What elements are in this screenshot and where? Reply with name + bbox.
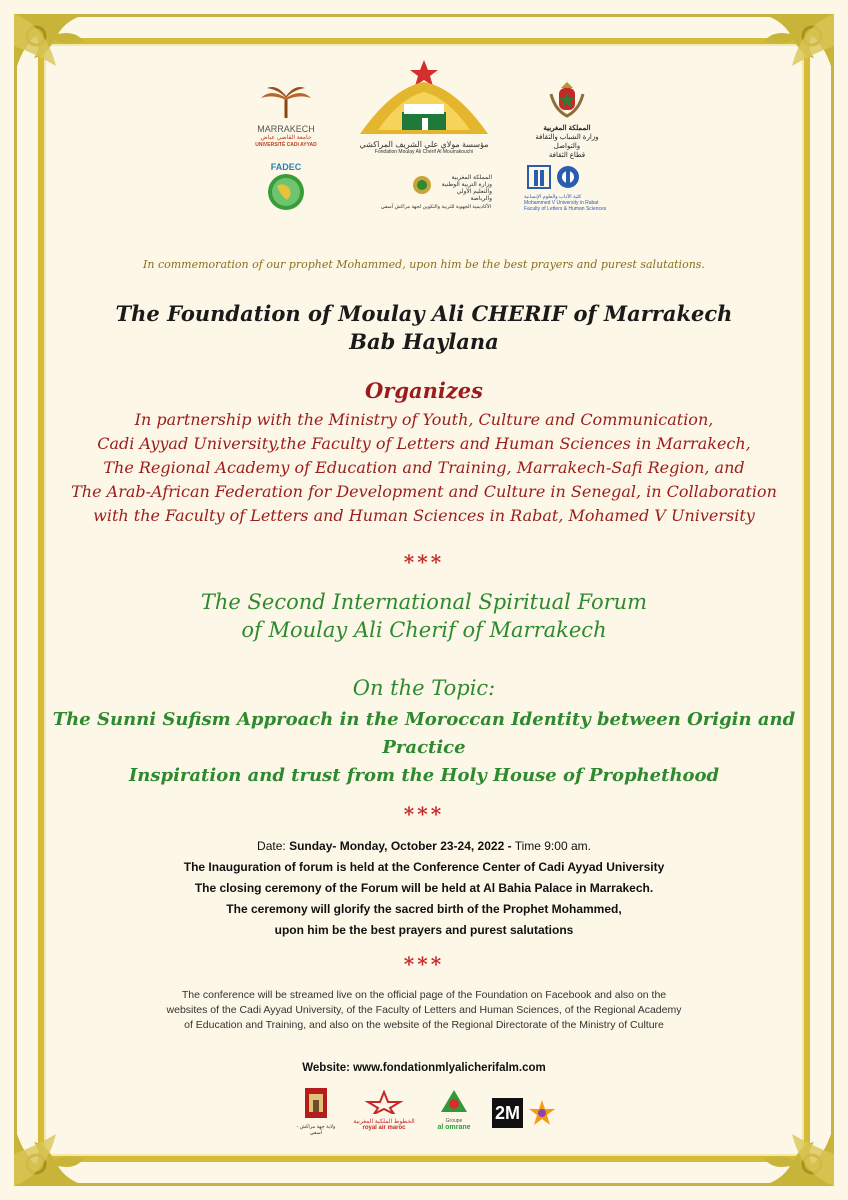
palm-icon [257, 84, 315, 120]
stream-line: The conference will be streamed live on the official page of the Foundation on Facebook and also on the [181, 989, 667, 1001]
logo-al-omrane [432, 1088, 476, 1131]
ceremony-line: The ceremony will glorify the sacred birth of the Prophet Mohammed, [226, 902, 622, 916]
groupe-label: Groupe [445, 1118, 463, 1124]
commemoration-text: In commemoration of our prophet Mohammed, upon him be the best prayers and purest salutations. [143, 258, 705, 271]
salutation-line: upon him be the best prayers and purest salutations [274, 923, 574, 937]
organizer-line-2: Bab Haylana [349, 329, 499, 354]
logo-rabat-faculty [524, 164, 620, 212]
organizer-title [0, 300, 848, 356]
moroccan-coat-of-arms-icon [547, 80, 587, 120]
partnership-block [0, 408, 848, 528]
separator-3: *** [403, 952, 445, 976]
event-details [0, 836, 848, 941]
wilaya-text: ولاية جهة مراكش - آسفي [296, 1124, 336, 1136]
foundation-emblem-icon [356, 58, 492, 136]
al-omrane-label: al omrane [437, 1124, 471, 1131]
academy-ar-3: والتعليم الأولي والرياضة [456, 189, 492, 202]
ornament-corner-top-left [6, 6, 116, 116]
ram-arabic: الخطوط الملكية المغربية [353, 1119, 415, 1125]
logo-text-marrakech: MARRAKECH [257, 124, 315, 134]
topic-block [0, 706, 848, 790]
academy-ar-2: وزارة التربية الوطنية [441, 182, 492, 188]
topic-line-3: Inspiration and trust from the Holy House of Prophethood [128, 765, 720, 786]
wilaya-emblem-icon [303, 1086, 329, 1120]
ram-star-icon [364, 1090, 404, 1114]
date-value: Sunday- Monday, October 23-24, 2022 - [289, 839, 512, 853]
topic-line-1: The Sunni Sufism Approach in the Moroccan Identity between Origin and [52, 709, 796, 730]
ornament-corner-top-right [732, 6, 842, 116]
logo-royal-air-maroc [352, 1090, 416, 1131]
coat-of-arms-small-icon [412, 174, 432, 196]
academy-ar-1: المملكة المغربية [451, 175, 492, 181]
academy-ar-4: الأكاديمية الجهوية للتربية والتكوين لجهة مراكش آسفي [380, 204, 492, 210]
globe-icon [263, 172, 309, 212]
partnership-line: The Regional Academy of Education and Training, Marrakech-Safi Region, and [103, 458, 745, 477]
time-value: Time 9:00 am. [514, 839, 591, 853]
rabat-ar: كلية الآداب والعلوم الإنسانية [524, 194, 582, 200]
logo-ministry [522, 80, 612, 160]
ram-english: royal air maroc [362, 1125, 406, 1131]
logo-text-arabic: جامعة القاضي عياض [260, 135, 312, 141]
logo-cadi-ayyad [248, 84, 324, 149]
2m-star-icon [528, 1099, 556, 1127]
closing-line: The closing ceremony of the Forum will be held at Al Bahia Palace in Marrakech. [194, 881, 654, 895]
partnership-line: The Arab-African Federation for Development and Culture in Senegal, in Collaboration [71, 482, 777, 501]
topic-line-2: Practice [382, 737, 466, 758]
rabat-faculty-emblem-icon [524, 164, 584, 190]
logo-text-university: UNIVERSITÉ CADI AYYAD [255, 142, 317, 148]
rabat-en-2: Faculty of Letters & Human Sciences [524, 206, 607, 212]
fadec-label: FADEC [270, 162, 302, 172]
foundation-arabic-text: مؤسسة مولاي علي الشريف المراكشي [359, 140, 489, 149]
ministry-ar-2: وزارة الشباب والثقافة والتواصل [535, 134, 599, 150]
rabat-en-1: Mohammed V University in Rabat [524, 200, 599, 206]
ministry-ar-3: قطاع الثقافة [548, 152, 586, 159]
forum-line-1: The Second International Spiritual Forum [200, 590, 648, 614]
date-line [0, 836, 848, 857]
logo-wilaya [294, 1086, 338, 1136]
logo-fadec [256, 162, 316, 216]
topic-label: On the Topic: [352, 676, 496, 700]
organizer-line-1: The Foundation of Moulay Ali CHERIF of Marrakech [115, 301, 733, 326]
stream-line: of Education and Training, and also on the website of the Regional Directorate of the Ministry of Culture [184, 1019, 664, 1031]
stream-line: websites of the Cadi Ayyad University, of the Faculty of Letters and Human Sciences, of the Regional Academy [166, 1004, 682, 1016]
separator-1: *** [403, 550, 445, 574]
forum-title [0, 588, 848, 644]
ornament-corner-bottom-left [6, 1084, 116, 1194]
2m-label: 2M [492, 1098, 523, 1128]
date-label: Date: [257, 839, 286, 853]
partnership-line: with the Faculty of Letters and Human Sciences in Rabat, Mohamed V University [93, 506, 755, 525]
website-link[interactable]: Website: www.fondationmlyalicherifalm.com [302, 1062, 546, 1074]
logo-2m [492, 1098, 558, 1132]
logo-foundation [354, 58, 494, 156]
foundation-latin-text: Fondation Moulay Ali Chérif Al Mourrakouchi [374, 149, 474, 155]
al-omrane-icon [439, 1088, 469, 1114]
ornament-corner-bottom-right [732, 1084, 842, 1194]
organizes-heading: Organizes [364, 378, 483, 403]
ministry-ar-1: المملكة المغربية [543, 125, 591, 132]
inauguration-line: The Inauguration of forum is held at the Conference Center of Cadi Ayyad University [183, 860, 665, 874]
partnership-line: Cadi Ayyad University,the Faculty of Letters and Human Sciences in Marrakech, [97, 434, 751, 453]
stream-note [0, 988, 848, 1033]
forum-line-2: of Moulay Ali Cherif of Marrakech [241, 618, 607, 642]
separator-2: *** [403, 802, 445, 826]
partnership-line: In partnership with the Ministry of Youth, Culture and Communication, [134, 410, 714, 429]
